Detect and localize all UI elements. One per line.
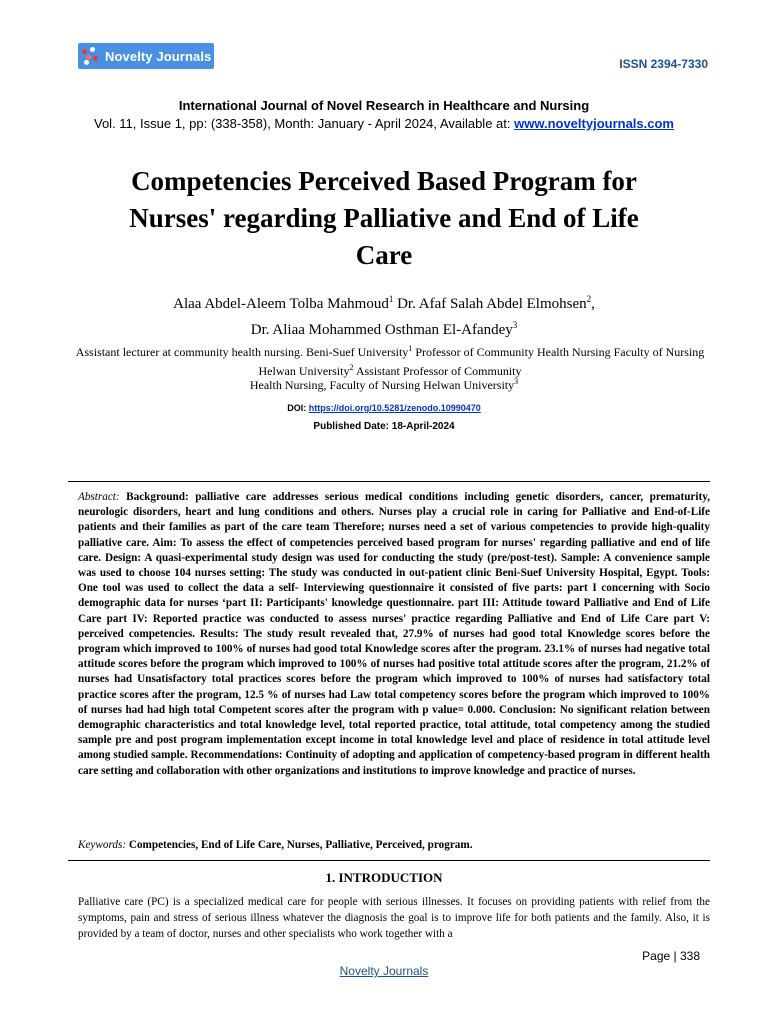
affiliation-continued (0, 377, 768, 393)
doi-line (0, 403, 768, 413)
title-line: Care (355, 240, 413, 270)
footer-publisher-link[interactable]: Novelty Journals (339, 964, 429, 978)
author-separator: , (591, 296, 595, 312)
divider (68, 860, 710, 861)
abstract-text: Background: palliative care addresses serious medical conditions including genetic disorders, cancer, prematurity, neurologic disorders, heart and lung conditions and others. Nurses play a crucial role in caring for Palliative and End-of-Life patients and their families as part of the care team Therefore; nurses need a set of various competencies to provide high-quality palliative care. Aim: To assess the effect of competencies perceived based program for nurses' regarding palliative and end of life care. Design: A quasi-experimental study design was used for conducting the study (pre/post-test). Sample: A convenience sample was used to choose 104 nurses setting: The study was conducted in out-patient clinic Beni-Suef University Hospital, Egypt. Tools: One tool was used to collect the data a self- Interviewing questionnaire it consisted of five parts: part I concerning with Socio demographic data for nurses ‘part II: Participants' knowledge questionnaire. part III: Attitude toward Palliative and End of Life Care part IV: Reported practice was conducted to assess nurses' practice regarding Palliative and End of Life Care part V: perceived competencies. Results: The study result revealed that, 27.9% of nurses had good total Knowledge scores before the program which improved to 100% of nurses had good total Knowledge scores after the program. 23.1% of nurses had negative total attitude scores before the program which improved to 100% of nurses had positive total attitude scores after the program, 21.2% of nurses had Unsatisfactory total practices scores before the program which improved to 100% of nurses had satisfactory total practice scores after the program, 12.5 % of nurses had Law total competency scores before the program which improved to 100% of nurses had had high total Competent scores after the program with p value= 0.000. Conclusion: No significant relation between demographic characteristics and total knowledge level, total reported practice, total attitude, total competency among the studied sample pre and post program implementation except income in total knowledge level and place of residence in total attitude level among studied sample. Recommendations: Continuity of adopting and application of competency-based program in different health care setting and collaboration with other organizations and institutions to improve knowledge and practice of nurses. (78, 491, 710, 777)
affiliation-mark: 3 (512, 320, 518, 330)
molecule-icon (82, 47, 100, 65)
issn-label: ISSN 2394-7330 (619, 57, 708, 71)
author-name: Alaa Abdel-Aleem Tolba Mahmoud (173, 296, 389, 312)
article-title (0, 163, 768, 274)
author-name: Dr. Afaf Salah Abdel Elmohsen (393, 296, 587, 312)
section-heading: 1. INTRODUCTION (325, 870, 443, 885)
affiliation-text: Assistant Professor of Community (353, 364, 522, 378)
affiliation-mark: 2 (349, 363, 354, 372)
title-line: Competencies Perceived Based Program for (131, 166, 637, 196)
doi-label: DOI: (287, 403, 309, 413)
keywords-text: Competencies, End of Life Care, Nurses, Palliative, Perceived, program. (126, 839, 473, 851)
journal-info (0, 116, 768, 131)
page-number: Page | 338 (642, 949, 700, 963)
affiliation-mark: 3 (514, 377, 519, 386)
footer-publisher (0, 964, 768, 978)
affiliation-mark: 1 (388, 294, 394, 304)
abstract (78, 490, 710, 779)
affiliations (70, 341, 710, 379)
title-line: Nurses' regarding Palliative and End of Life (129, 203, 639, 233)
keywords-label: Keywords: (78, 839, 127, 851)
publisher-logo (78, 43, 214, 69)
author-name: Dr. Aliaa Mohammed Osthman El-Afandey (250, 322, 513, 338)
affiliation-mark: 2 (586, 294, 592, 304)
affiliation-text: Professor of Community Health Nursing Faculty of Nursing Helwan University (258, 345, 705, 378)
abstract-label: Abstract: (78, 491, 120, 503)
logo-text: Novelty Journals (105, 48, 212, 64)
affiliation-text: Assistant lecturer at community health nursing. Beni-Suef University (75, 345, 409, 359)
divider (68, 481, 710, 482)
authors (0, 289, 768, 341)
affiliation-mark: 1 (408, 344, 413, 353)
journal-website-link[interactable]: www.noveltyjournals.com (514, 116, 674, 131)
published-date: Published Date: 18-April-2024 (313, 421, 455, 432)
doi-link[interactable]: https://doi.org/10.5281/zenodo.10990470 (308, 403, 481, 413)
journal-name: International Journal of Novel Research in Healthcare and Nursing (178, 98, 590, 113)
journal-volume-info: Vol. 11, Issue 1, pp: (338-358), Month: January - April 2024, Available at: (94, 116, 515, 131)
intro-paragraph: Palliative care (PC) is a specialized medical care for people with serious illnesses. It focuses on providing patients with relief from the symptoms, pain and stress of serious illness whatever the diagnosis the goal is to improve life for both patients and the family. Also, it is provided by a team of doctor, nurses and other specialists who work together with a (78, 896, 710, 940)
affiliation-text: Health Nursing, Faculty of Nursing Helwan University (249, 378, 515, 392)
keywords (78, 839, 710, 851)
